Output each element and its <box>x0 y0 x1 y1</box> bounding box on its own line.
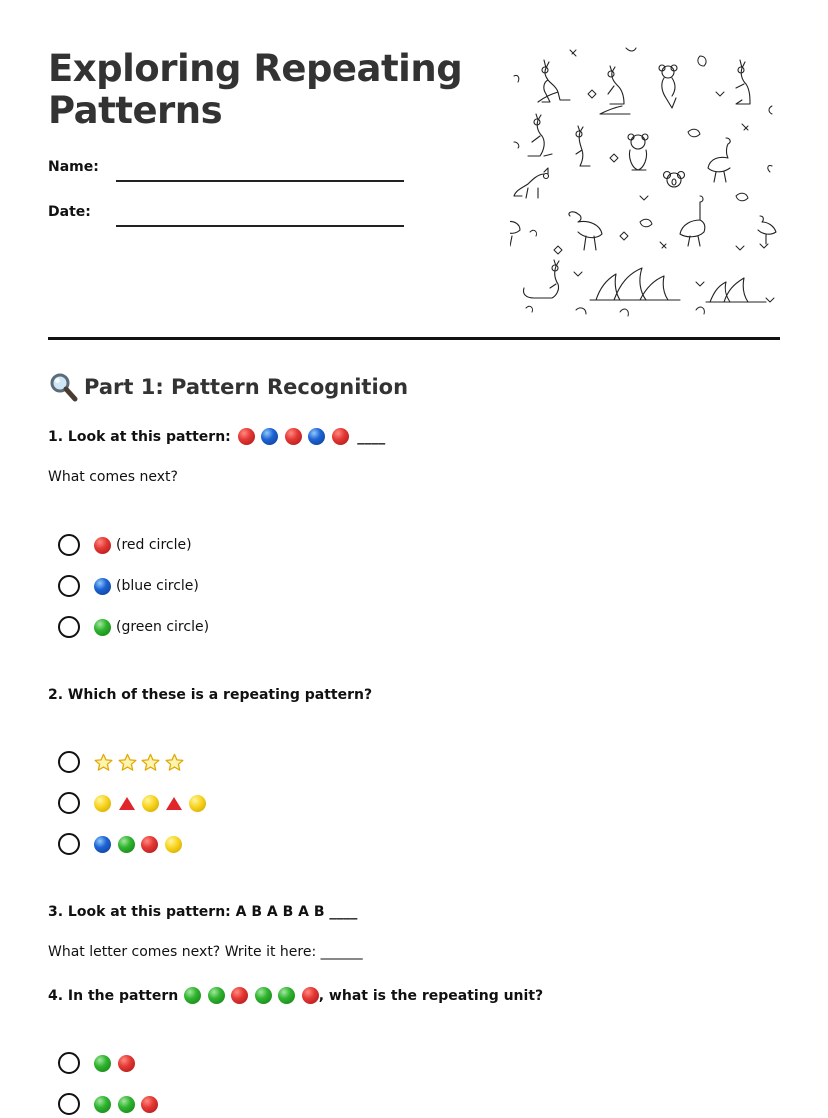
name-label: Name: <box>48 159 99 175</box>
star-icon <box>141 753 160 772</box>
red-circle-icon <box>118 1055 135 1072</box>
question-4-prompt-start: 4. In the pattern <box>48 987 179 1004</box>
green-circle-icon <box>255 987 272 1004</box>
blue-circle-icon <box>94 578 111 595</box>
question-3: 3. Look at this pattern: A B A B A B ____ <box>48 904 358 920</box>
option-label: (blue circle) <box>116 578 199 594</box>
radio-button[interactable] <box>58 833 80 855</box>
radio-button[interactable] <box>58 1052 80 1074</box>
q1-option-red[interactable] <box>58 533 192 557</box>
kangaroo-icon <box>576 126 590 166</box>
emu-icon <box>758 216 776 244</box>
koala-icon <box>628 134 648 170</box>
q1-option-green[interactable] <box>58 615 209 639</box>
yellow-circle-icon <box>142 795 159 812</box>
option-label: (green circle) <box>116 619 210 635</box>
red-circle-icon <box>141 836 158 853</box>
question-1-subprompt: What comes next? <box>48 469 178 485</box>
yellow-circle-icon <box>94 795 111 812</box>
red-circle-icon <box>94 537 111 554</box>
red-circle-icon <box>141 1096 158 1113</box>
yellow-circle-icon <box>189 795 206 812</box>
emu-icon <box>510 221 520 246</box>
radio-button[interactable] <box>58 616 80 638</box>
red-triangle-icon <box>166 797 182 810</box>
name-field[interactable] <box>116 180 404 182</box>
emu-icon <box>569 212 602 250</box>
header-divider <box>48 337 780 340</box>
red-circle-icon <box>231 987 248 1004</box>
blue-circle-icon <box>94 836 111 853</box>
red-circle-icon <box>238 428 255 445</box>
red-circle-icon <box>285 428 302 445</box>
question-1-blank: ____ <box>357 428 386 445</box>
worksheet-title: Exploring Repeating Patterns <box>48 47 463 132</box>
green-circle-icon <box>94 1096 111 1113</box>
star-icon <box>94 753 113 772</box>
red-circle-icon <box>302 987 319 1004</box>
star-icon <box>165 753 184 772</box>
green-circle-icon <box>208 987 225 1004</box>
green-circle-icon <box>118 1096 135 1113</box>
radio-button[interactable] <box>58 575 80 597</box>
q2-option-mixed-circles[interactable] <box>58 832 188 856</box>
green-circle-icon <box>278 987 295 1004</box>
yellow-circle-icon <box>165 836 182 853</box>
q4-option-green-green-red[interactable] <box>58 1092 165 1116</box>
radio-button[interactable] <box>58 1093 80 1115</box>
radio-button[interactable] <box>58 792 80 814</box>
green-circle-icon <box>184 987 201 1004</box>
question-3-subprompt: What letter comes next? Write it here: ______ <box>48 944 363 960</box>
emu-icon <box>708 138 730 182</box>
red-triangle-icon <box>119 797 135 810</box>
blue-circle-icon <box>261 428 278 445</box>
green-circle-icon <box>94 619 111 636</box>
australian-animals-illustration <box>510 46 780 318</box>
kangaroo-icon <box>523 260 559 298</box>
kangaroo-icon <box>528 114 552 156</box>
question-4 <box>48 987 543 1004</box>
radio-button[interactable] <box>58 534 80 556</box>
opera-house-icon <box>706 278 766 302</box>
kangaroo-icon <box>600 66 630 114</box>
question-1 <box>48 428 385 445</box>
kangaroo-icon <box>736 60 750 104</box>
koala-icon <box>659 65 677 108</box>
green-circle-icon <box>94 1055 111 1072</box>
q4-option-green-red[interactable] <box>58 1051 141 1075</box>
green-circle-icon <box>118 836 135 853</box>
emu-icon <box>680 196 705 246</box>
date-label: Date: <box>48 204 91 220</box>
section-title-part1 <box>48 372 408 402</box>
blue-circle-icon <box>308 428 325 445</box>
radio-button[interactable] <box>58 751 80 773</box>
koala-icon <box>664 172 685 188</box>
star-icon <box>118 753 137 772</box>
question-1-prompt: 1. Look at this pattern: <box>48 428 231 445</box>
magnifying-glass-icon <box>48 372 78 402</box>
question-4-prompt-end: , what is the repeating unit? <box>318 987 544 1004</box>
leaf-icon <box>514 48 774 316</box>
q2-option-stars[interactable] <box>58 750 188 774</box>
kangaroo-icon <box>514 168 549 198</box>
date-field[interactable] <box>116 225 404 227</box>
kangaroo-icon <box>538 60 570 102</box>
question-2: 2. Which of these is a repeating pattern? <box>48 687 373 703</box>
option-label: (red circle) <box>116 537 192 553</box>
q1-option-blue[interactable] <box>58 574 199 598</box>
red-circle-icon <box>332 428 349 445</box>
q2-option-circles-triangles[interactable] <box>58 791 213 815</box>
opera-house-icon <box>590 268 680 300</box>
part1-title-text: Part 1: Pattern Recognition <box>84 375 409 399</box>
